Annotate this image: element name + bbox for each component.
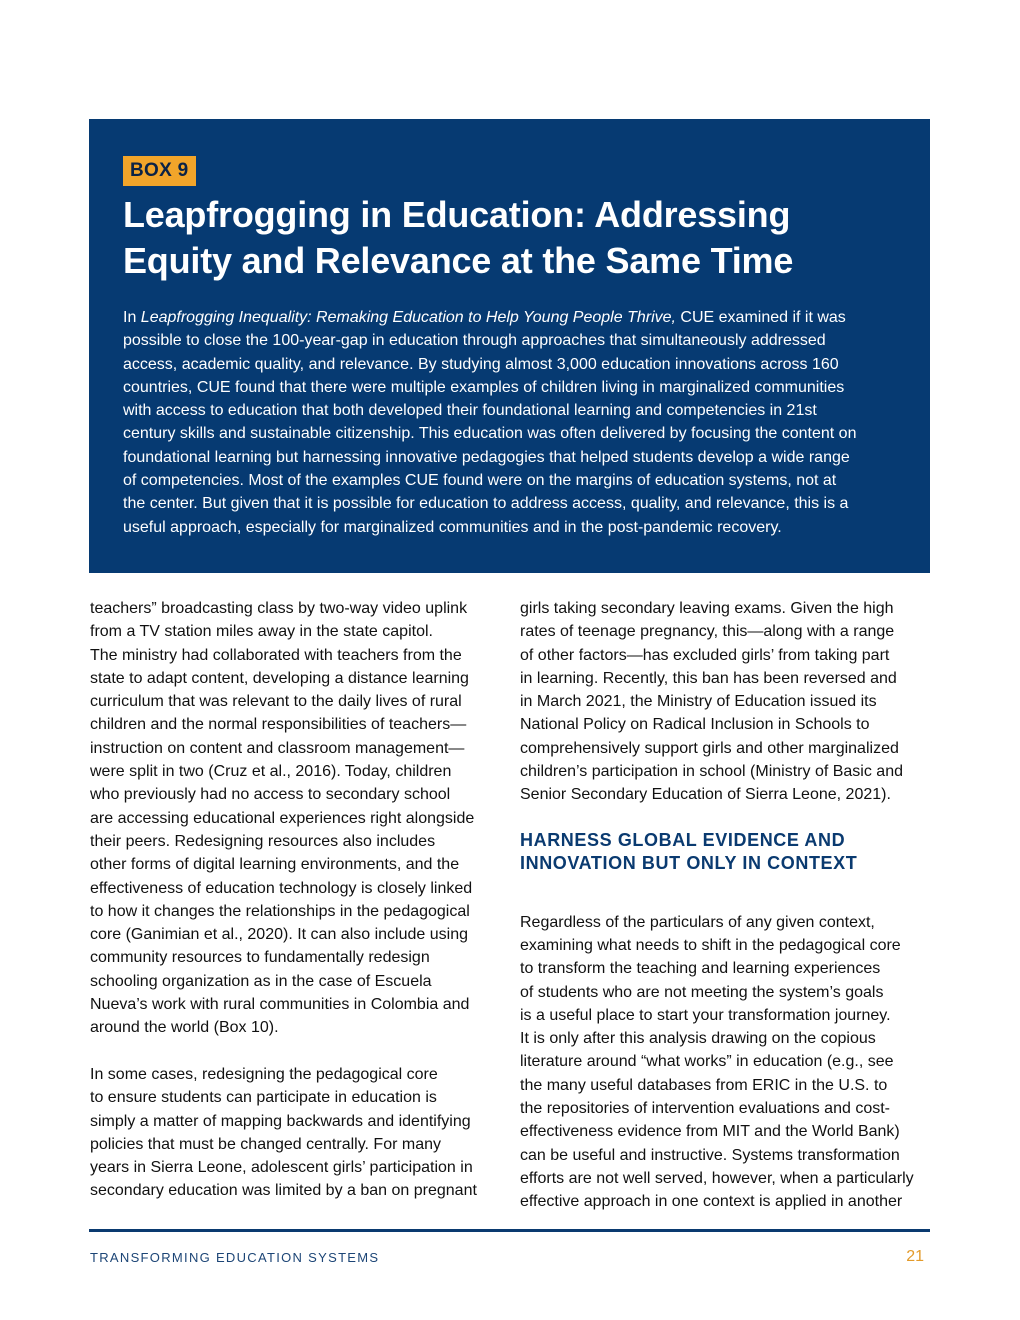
box-9-callout [89,119,930,573]
right-column [520,597,940,1214]
box-badge: BOX 9 [123,156,196,186]
right-paragraph-1: girls taking secondary leaving exams. Given the high rates of teenage pregnancy, this—along with a range of other factors—has excluded girls’ from taking part in learning. Recently, this ban has been reversed and in March 2021, the Ministry of Education issued its National Policy on Radical Inclusion in Schools to comprehensively support girls and other marginalized children’s participation in school (Ministry of Basic and Senior Secondary Education of Sierra Leone, 2021). [520,600,903,804]
box-body-book-title: Leapfrogging Inequality: Remaking Education to Help Young People Thrive, [140,309,676,326]
box-title-line-1: Leapfrogging in Education: Addressing [123,194,791,235]
left-column [90,597,500,1203]
left-paragraph-2: In some cases, redesigning the pedagogical core to ensure students can participate in education is simply a matter of mapping backwards and identifying policies that must be changed centrally. For many years in Sierra Leone, adolescent girls’ participation in secondary education was limited by a ban on pregnant [90,1065,477,1200]
right-paragraph-2: Regardless of the particulars of any given context, examining what needs to shift in the pedagogical core to transform the teaching and learning experiences of students who are not meeting the system’s goals is a useful place to start your transformation journey. It is only after this analysis drawing on the copious literature around “what works” in education (e.g., see the many useful databases from ERIC in the U.S. to the repositories of intervention evaluations and cost- effectiveness evidence from MIT and the World Bank) can be useful and instructive. Systems transformation efforts are not well served, however, when a particularly effective approach in one context is applied in another [520,913,914,1211]
box-body-text: CUE examined if it was possible to close the 100-year-gap in education through approaches that simultaneously addressed access, academic quality, and relevance. By studying almost 3,000 education innovations across 160 countries, CUE found that there were multiple examples of children living in marginalized communities with access to education that both developed their foundational learning and competencies in 21st century skills and sustainable citizenship. This education was often delivered by focusing the content on foundational learning but harnessing innovative pedagogies that helped students develop a wide range of competencies. Most of the examples CUE found were on the margins of education systems, not at the center. But given that it is possible for education to address access, quality, and relevance, this is a useful approach, especially for marginalized communities and in the post-pandemic recovery. [123,309,857,536]
box-title [123,192,896,284]
page-number: 21 [906,1248,924,1265]
box-body [123,306,896,539]
box-body-prefix: In [123,309,141,326]
box-title-line-2: Equity and Relevance at the Same Time [123,240,794,281]
left-paragraph-1: teachers” broadcasting class by two-way video uplink from a TV station miles away in the state capitol. The ministry had collaborated with teachers from the state to adapt content, developing a distance learning curriculum that was relevant to the daily lives of rural children and the normal responsibilities of teachers— instruction on content and classroom management— were split in two (Cruz et al., 2016). Today, children who previously had no access to secondary school are accessing educational experiences right alongside their peers. Redesigning resources also includes other forms of digital learning environments, and the effectiveness of education technology is closely linked to how it changes the relationships in the pedagogical core (Ganimian et al., 2020). It can also include using community resources to fundamentally redesign schooling organization as in the case of Escuela Nueva’s work with rural communities in Colombia and around the world (Box 10). [90,600,475,1037]
section-heading: HARNESS GLOBAL EVIDENCE AND INNOVATION BUT ONLY IN CONTEXT [520,829,858,873]
footer-divider [89,1229,930,1232]
footer-title: TRANSFORMING EDUCATION SYSTEMS [90,1250,380,1265]
